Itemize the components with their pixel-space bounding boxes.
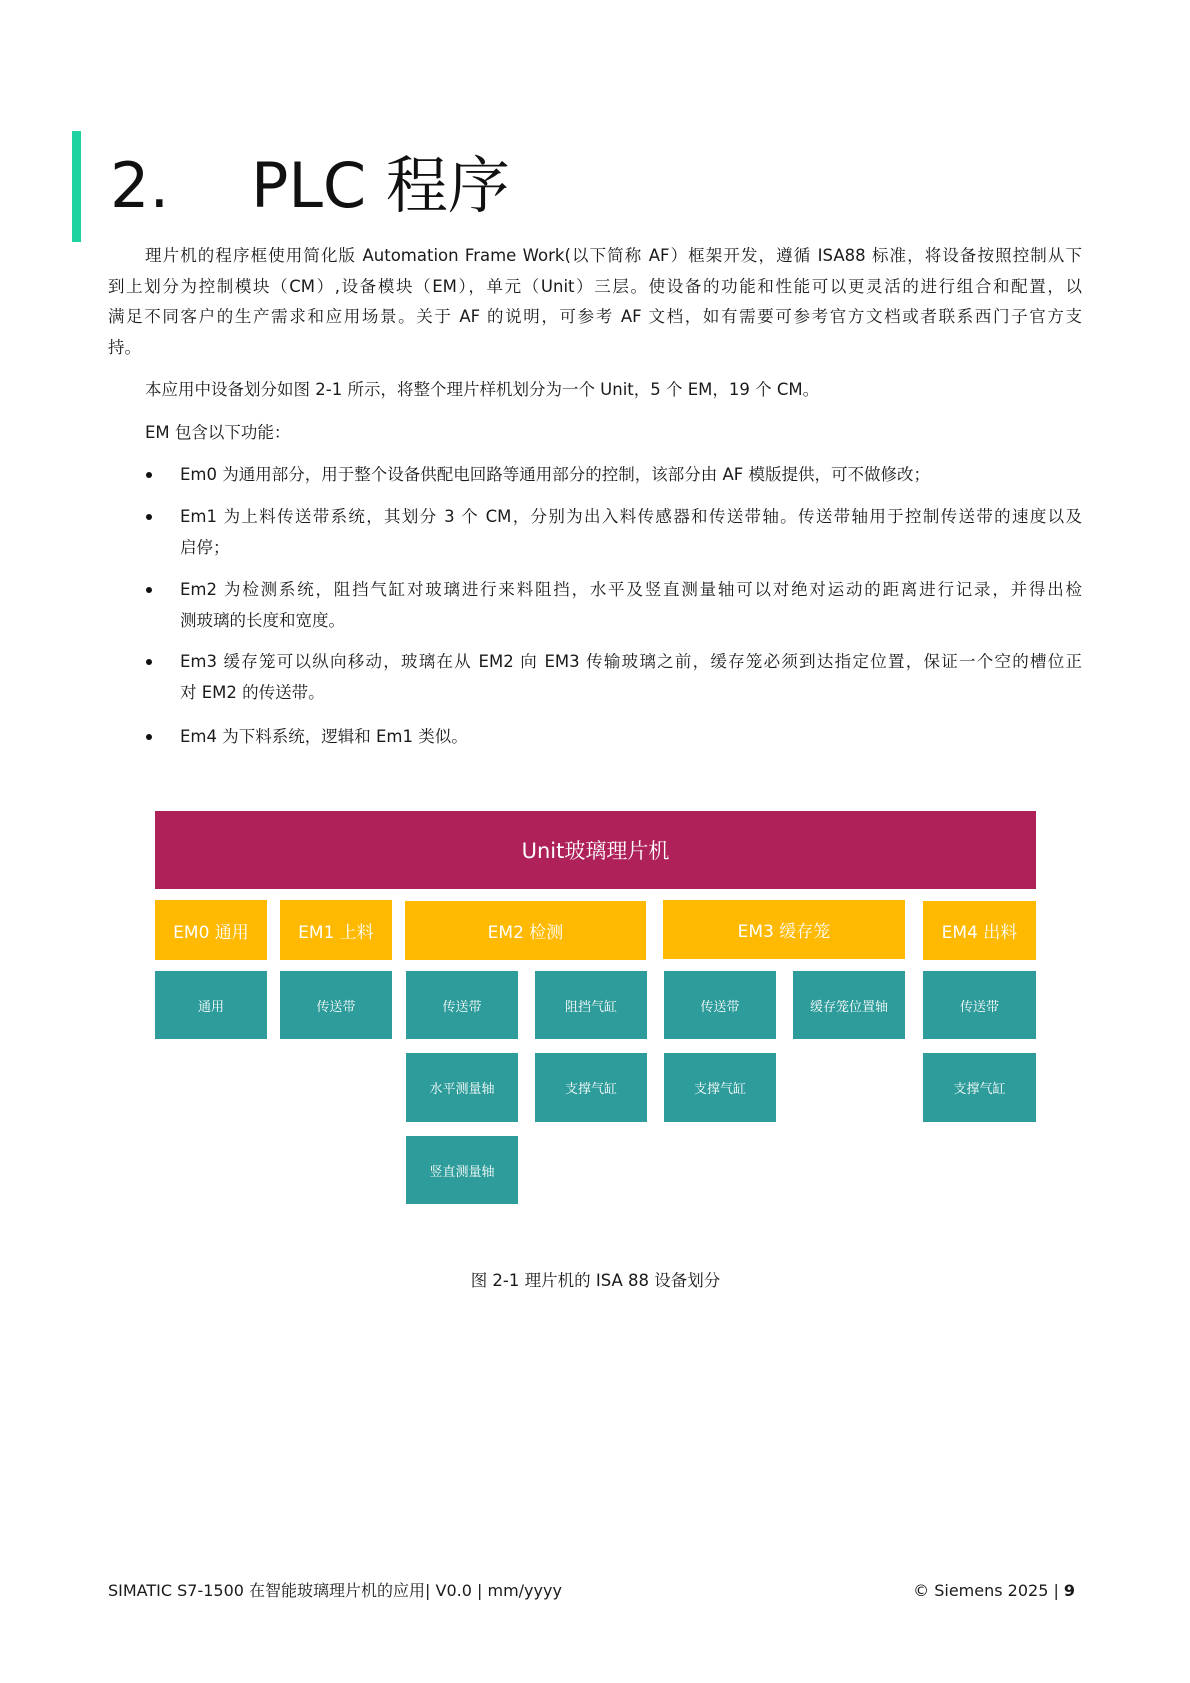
- text-line: 理片机的程序框使用简化版 Automation Frame Work(以下简称 AF）框架开发，遵循 ISA88 标准，将设备按照控制从下: [145, 246, 1082, 265]
- figure-caption: 图 2-1 理片机的 ISA 88 设备划分: [470, 1271, 721, 1290]
- cm-box: 支撑气缸: [664, 1053, 776, 1122]
- footer-doc-info: SIMATIC S7-1500 在智能玻璃理片机的应用| V0.0 | mm/yyyy: [108, 1581, 562, 1600]
- unit-box: Unit玻璃理片机: [155, 811, 1036, 889]
- em-box-em1: EM1 上料: [280, 900, 392, 960]
- em-box-em2: EM2 检测: [405, 901, 646, 960]
- page-number: 9: [1063, 1581, 1075, 1600]
- bullet-dot: [146, 587, 152, 593]
- cm-box: 支撑气缸: [535, 1053, 647, 1122]
- cm-box: 传送带: [923, 971, 1036, 1039]
- em-box-em3: EM3 缓存笼: [663, 900, 905, 959]
- text-line: Em2 为检测系统，阻挡气缸对玻璃进行来料阻挡，水平及竖直测量轴可以对绝对运动的距离进行记录，并得出检: [180, 580, 1082, 599]
- em-intro-paragraph: [108, 418, 1082, 449]
- cm-box: 通用: [155, 971, 267, 1039]
- text-line: EM 包含以下功能：: [145, 423, 291, 442]
- cm-box: 支撑气缸: [923, 1053, 1036, 1122]
- chapter-number: 2.: [110, 149, 170, 222]
- heading-accent-bar: [72, 131, 81, 242]
- text-line: Em3 缓存笼可以纵向移动，玻璃在从 EM2 向 EM3 传输玻璃之前，缓存笼必须到达指定位置，保证一个空的槽位正: [180, 652, 1082, 671]
- intro-paragraph: [108, 241, 1082, 363]
- bullet-dot: [146, 734, 152, 740]
- cm-box: 缓存笼位置轴: [793, 971, 905, 1039]
- division-paragraph: [108, 375, 1082, 406]
- cm-box: 传送带: [280, 971, 392, 1039]
- bullet-item: [180, 575, 1082, 636]
- cm-box: 阻挡气缸: [535, 971, 647, 1039]
- bullet-dot: [146, 514, 152, 520]
- bullet-item: [180, 722, 1082, 753]
- text-line: 满足不同客户的生产需求和应用场景。关于 AF 的说明，可参考 AF 文档，如有需要可参考官方文档或者联系西门子官方支: [108, 307, 1082, 326]
- em-box-em0: EM0 通用: [155, 900, 267, 960]
- bullet-item: [180, 502, 1082, 563]
- cm-box: 竖直测量轴: [406, 1136, 518, 1204]
- chapter-title: PLC 程序: [251, 149, 510, 222]
- text-line: 启停；: [180, 537, 230, 557]
- text-line: Em0 为通用部分，用于整个设备供配电回路等通用部分的控制，该部分由 AF 模版提供，可不做修改；: [180, 465, 931, 484]
- text-line: 本应用中设备划分如图 2-1 所示，将整个理片样机划分为一个 Unit，5 个 EM，19 个 CM。: [145, 380, 820, 399]
- text-line: Em1 为上料传送带系统，其划分 3 个 CM，分别为出入料传感器和传送带轴。传送带轴用于控制传送带的速度以及: [180, 507, 1082, 526]
- bullet-dot: [146, 472, 152, 478]
- text-line: 对 EM2 的传送带。: [180, 682, 325, 702]
- bullet-item: [180, 460, 1082, 491]
- text-line: 持。: [108, 337, 141, 357]
- bullet-item: [180, 647, 1082, 708]
- text-line: Em4 为下料系统，逻辑和 Em1 类似。: [180, 727, 468, 746]
- cm-box: 传送带: [664, 971, 776, 1039]
- bullet-dot: [146, 659, 152, 665]
- cm-box: 传送带: [406, 971, 518, 1039]
- footer-copyright: © Siemens 2025 |: [913, 1581, 1059, 1600]
- text-line: 测玻璃的长度和宽度。: [180, 610, 345, 630]
- cm-box: 水平测量轴: [406, 1053, 518, 1122]
- text-line: 到上划分为控制模块（CM）,设备模块（EM），单元（Unit）三层。使设备的功能和性能可以更灵活的进行组合和配置，以: [108, 276, 1082, 296]
- em-box-em4: EM4 出料: [923, 901, 1036, 960]
- footer-copyright-block: [913, 1580, 1075, 1602]
